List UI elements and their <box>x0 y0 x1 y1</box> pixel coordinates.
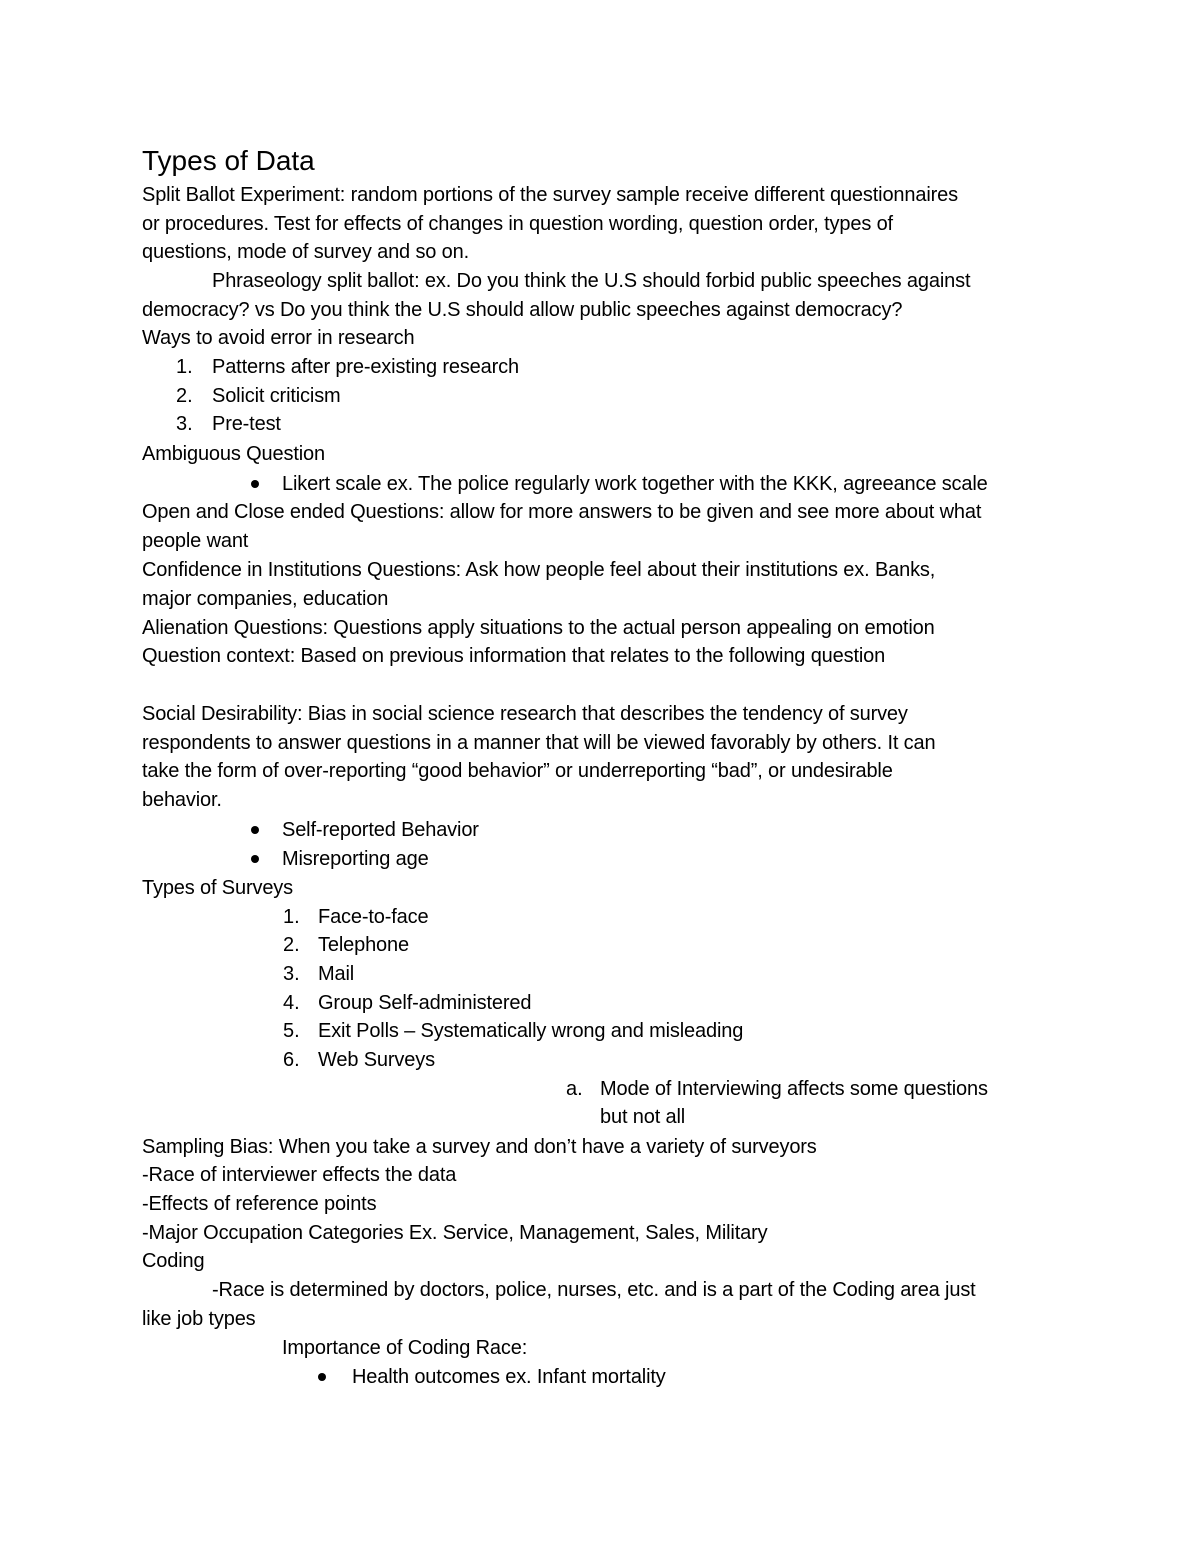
list-number: 4. <box>283 992 300 1014</box>
split-ballot-line-1: Split Ballot Experiment: random portions of the survey sample receive different questionnaires <box>142 184 958 206</box>
page-title: Types of Data <box>142 145 315 176</box>
social-bullet-2: Misreporting age <box>282 848 429 870</box>
coding-line-2: like job types <box>142 1308 256 1330</box>
coding-heading: Coding <box>142 1250 205 1272</box>
list-number: 2. <box>176 385 193 407</box>
social-line-1: Social Desirability: Bias in social science research that describes the tendency of survey <box>142 703 908 725</box>
survey-item-4: Group Self-administered <box>318 992 532 1014</box>
split-ballot-line-3: questions, mode of survey and so on. <box>142 241 470 263</box>
surveys-heading: Types of Surveys <box>142 877 293 899</box>
open-close-line-1: Open and Close ended Questions: allow for more answers to be given and see more about what <box>142 501 982 523</box>
survey-item-5: Exit Polls – Systematically wrong and misleading <box>318 1020 744 1042</box>
ways-heading: Ways to avoid error in research <box>142 327 415 349</box>
sampling-line-1: Sampling Bias: When you take a survey and don’t have a variety of surveyors <box>142 1136 817 1158</box>
bullet-icon <box>318 1373 326 1381</box>
survey-item-2: Telephone <box>318 934 409 956</box>
web-sub-line-1: Mode of Interviewing affects some questions <box>600 1078 988 1100</box>
ways-item-1: Patterns after pre-existing research <box>212 356 519 378</box>
survey-item-1: Face-to-face <box>318 906 429 928</box>
importance-bullet-text: Health outcomes ex. Infant mortality <box>352 1366 666 1388</box>
phraseology-line-2: democracy? vs Do you think the U.S should allow public speeches against democracy? <box>142 299 903 321</box>
importance-heading: Importance of Coding Race: <box>282 1337 528 1359</box>
bullet-icon <box>251 826 259 834</box>
split-ballot-line-2: or procedures. Test for effects of changes in question wording, question order, types of <box>142 213 893 235</box>
list-number: 3. <box>283 963 300 985</box>
social-bullet-1: Self-reported Behavior <box>282 819 479 841</box>
context-line: Question context: Based on previous information that relates to the following question <box>142 645 886 667</box>
ambiguous-bullet-text: Likert scale ex. The police regularly work together with the KKK, agreeance scale <box>282 473 988 495</box>
bullet-icon <box>251 480 259 488</box>
sampling-line-2: -Race of interviewer effects the data <box>142 1164 457 1186</box>
open-close-line-2: people want <box>142 530 249 552</box>
alienation-line: Alienation Questions: Questions apply situations to the actual person appealing on emotion <box>142 617 935 639</box>
confidence-line-1: Confidence in Institutions Questions: Ask how people feel about their institutions ex. Banks, <box>142 559 936 581</box>
survey-item-3: Mail <box>318 963 355 985</box>
social-line-2: respondents to answer questions in a manner that will be viewed favorably by others. It can <box>142 732 936 754</box>
social-line-4: behavior. <box>142 789 222 811</box>
phraseology-line-1: Phraseology split ballot: ex. Do you think the U.S should forbid public speeches against <box>212 270 971 292</box>
bullet-icon <box>251 855 259 863</box>
list-number: 5. <box>283 1020 300 1042</box>
survey-item-6: Web Surveys <box>318 1049 435 1071</box>
ways-item-2: Solicit criticism <box>212 385 341 407</box>
social-line-3: take the form of over-reporting “good behavior” or underreporting “bad”, or undesirable <box>142 760 893 782</box>
list-number: 3. <box>176 413 193 435</box>
list-number: 6. <box>283 1049 300 1071</box>
coding-line-1: -Race is determined by doctors, police, nurses, etc. and is a part of the Coding area just <box>212 1279 976 1301</box>
sampling-line-4: -Major Occupation Categories Ex. Service, Management, Sales, Military <box>142 1222 768 1244</box>
ways-item-3: Pre-test <box>212 413 281 435</box>
list-letter: a. <box>566 1078 583 1100</box>
web-sub-line-2: but not all <box>600 1106 686 1128</box>
ambiguous-heading: Ambiguous Question <box>142 443 325 465</box>
list-number: 2. <box>283 934 300 956</box>
list-number: 1. <box>283 906 300 928</box>
list-number: 1. <box>176 356 193 378</box>
sampling-line-3: -Effects of reference points <box>142 1193 377 1215</box>
confidence-line-2: major companies, education <box>142 588 389 610</box>
